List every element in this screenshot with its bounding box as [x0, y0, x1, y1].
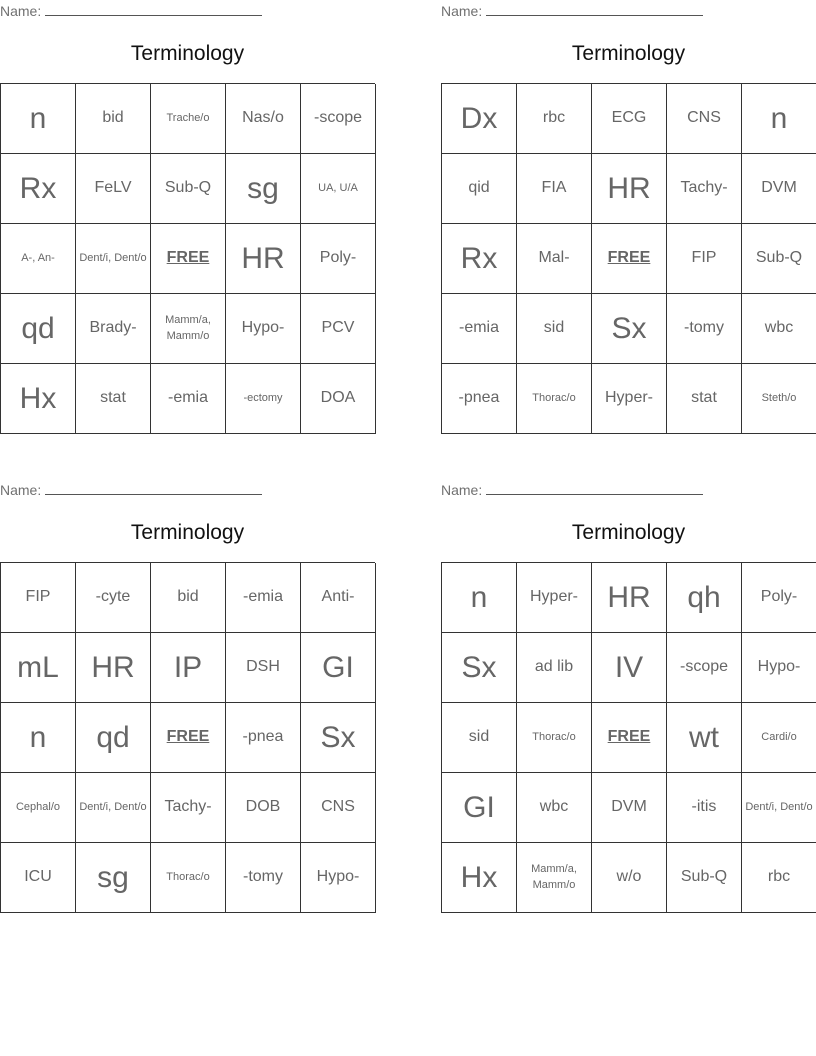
- bingo-cell[interactable]: sg: [226, 154, 301, 224]
- name-underline[interactable]: [45, 482, 262, 495]
- bingo-cell[interactable]: -emia: [442, 294, 517, 364]
- bingo-cell[interactable]: HR: [226, 224, 301, 294]
- name-label: Name:: [441, 3, 483, 19]
- bingo-cell[interactable]: n: [742, 84, 816, 154]
- bingo-cell[interactable]: Thorac/o: [151, 843, 226, 913]
- free-space-cell[interactable]: FREE: [592, 703, 667, 773]
- name-field[interactable]: [441, 482, 703, 498]
- name-field[interactable]: [441, 3, 703, 19]
- bingo-cell[interactable]: -cyte: [76, 563, 151, 633]
- bingo-cell[interactable]: CNS: [301, 773, 376, 843]
- bingo-grid: [441, 83, 816, 434]
- name-underline[interactable]: [486, 3, 703, 16]
- bingo-cell[interactable]: stat: [76, 364, 151, 434]
- card-title: Terminology: [130, 42, 245, 65]
- bingo-card-3: [0, 479, 375, 914]
- name-field[interactable]: [0, 482, 262, 498]
- bingo-cell[interactable]: sid: [442, 703, 517, 773]
- bingo-cell[interactable]: w/o: [592, 843, 667, 913]
- bingo-cell[interactable]: -scope: [301, 84, 376, 154]
- bingo-card-4: [441, 479, 816, 914]
- bingo-cell[interactable]: Trache/o: [151, 84, 226, 154]
- bingo-cell[interactable]: Mamm/a, Mamm/o: [517, 843, 592, 913]
- bingo-cell[interactable]: -tomy: [226, 843, 301, 913]
- bingo-cell[interactable]: n: [1, 703, 76, 773]
- name-label: Name:: [441, 482, 483, 498]
- bingo-cell[interactable]: Hypo-: [226, 294, 301, 364]
- bingo-cell[interactable]: -ectomy: [226, 364, 301, 434]
- bingo-cell[interactable]: Sx: [592, 294, 667, 364]
- bingo-cell[interactable]: rbc: [517, 84, 592, 154]
- bingo-card-2: [441, 0, 816, 435]
- bingo-cell[interactable]: qh: [667, 563, 742, 633]
- bingo-cell[interactable]: IP: [151, 633, 226, 703]
- bingo-cell[interactable]: qd: [1, 294, 76, 364]
- bingo-cell[interactable]: Hyper-: [592, 364, 667, 434]
- bingo-cell[interactable]: Cephal/o: [1, 773, 76, 843]
- bingo-cell[interactable]: -scope: [667, 633, 742, 703]
- bingo-cell[interactable]: Poly-: [742, 563, 816, 633]
- bingo-cell[interactable]: ECG: [592, 84, 667, 154]
- bingo-cell[interactable]: Sub-Q: [151, 154, 226, 224]
- bingo-cell[interactable]: Tachy-: [667, 154, 742, 224]
- bingo-cell[interactable]: -itis: [667, 773, 742, 843]
- bingo-cell[interactable]: -pnea: [442, 364, 517, 434]
- bingo-grid: [0, 83, 375, 434]
- bingo-cell[interactable]: ad lib: [517, 633, 592, 703]
- name-field[interactable]: [0, 3, 262, 19]
- card-title: Terminology: [571, 521, 686, 544]
- bingo-cell[interactable]: Dent/i, Dent/o: [742, 773, 816, 843]
- bingo-cell[interactable]: Rx: [1, 154, 76, 224]
- free-space-cell[interactable]: FREE: [151, 224, 226, 294]
- bingo-cell[interactable]: Dent/i, Dent/o: [76, 773, 151, 843]
- bingo-cell[interactable]: DVM: [742, 154, 816, 224]
- bingo-cell[interactable]: DSH: [226, 633, 301, 703]
- name-label: Name:: [0, 3, 42, 19]
- bingo-cell[interactable]: stat: [667, 364, 742, 434]
- bingo-cell[interactable]: HR: [76, 633, 151, 703]
- bingo-cell[interactable]: GI: [442, 773, 517, 843]
- bingo-cell[interactable]: sid: [517, 294, 592, 364]
- bingo-cell[interactable]: GI: [301, 633, 376, 703]
- bingo-cell[interactable]: PCV: [301, 294, 376, 364]
- bingo-cell[interactable]: Hypo-: [742, 633, 816, 703]
- bingo-cell[interactable]: -pnea: [226, 703, 301, 773]
- bingo-cell[interactable]: Sx: [442, 633, 517, 703]
- bingo-card-1: [0, 0, 375, 435]
- bingo-cell[interactable]: DOA: [301, 364, 376, 434]
- bingo-cell[interactable]: FIP: [667, 224, 742, 294]
- bingo-cell[interactable]: Thorac/o: [517, 703, 592, 773]
- bingo-cell[interactable]: -tomy: [667, 294, 742, 364]
- bingo-cell[interactable]: Hx: [1, 364, 76, 434]
- bingo-cell[interactable]: mL: [1, 633, 76, 703]
- bingo-cell[interactable]: Anti-: [301, 563, 376, 633]
- card-title: Terminology: [130, 521, 245, 544]
- bingo-cell[interactable]: Thorac/o: [517, 364, 592, 434]
- free-space-cell[interactable]: FREE: [151, 703, 226, 773]
- bingo-cell[interactable]: n: [1, 84, 76, 154]
- bingo-cell[interactable]: Cardi/o: [742, 703, 816, 773]
- bingo-cell[interactable]: rbc: [742, 843, 816, 913]
- bingo-cell[interactable]: Rx: [442, 224, 517, 294]
- card-title: Terminology: [571, 42, 686, 65]
- bingo-cell[interactable]: wbc: [517, 773, 592, 843]
- bingo-cell[interactable]: bid: [151, 563, 226, 633]
- name-underline[interactable]: [45, 3, 262, 16]
- name-underline[interactable]: [486, 482, 703, 495]
- bingo-cell[interactable]: bid: [76, 84, 151, 154]
- bingo-cell[interactable]: Dent/i, Dent/o: [76, 224, 151, 294]
- bingo-cell[interactable]: -emia: [151, 364, 226, 434]
- bingo-cell[interactable]: qid: [442, 154, 517, 224]
- bingo-cell[interactable]: Sub-Q: [667, 843, 742, 913]
- bingo-cell[interactable]: ICU: [1, 843, 76, 913]
- bingo-cell[interactable]: n: [442, 563, 517, 633]
- bingo-cell[interactable]: Tachy-: [151, 773, 226, 843]
- bingo-cell[interactable]: DVM: [592, 773, 667, 843]
- bingo-cell[interactable]: FeLV: [76, 154, 151, 224]
- bingo-cell[interactable]: wbc: [742, 294, 816, 364]
- bingo-cell[interactable]: -emia: [226, 563, 301, 633]
- bingo-cell[interactable]: sg: [76, 843, 151, 913]
- bingo-cell[interactable]: Sx: [301, 703, 376, 773]
- bingo-cell[interactable]: wt: [667, 703, 742, 773]
- bingo-cell[interactable]: HR: [592, 154, 667, 224]
- bingo-cell[interactable]: CNS: [667, 84, 742, 154]
- bingo-cell[interactable]: A-, An-: [1, 224, 76, 294]
- free-space-cell[interactable]: FREE: [592, 224, 667, 294]
- bingo-cell[interactable]: DOB: [226, 773, 301, 843]
- bingo-cell[interactable]: Mamm/a, Mamm/o: [151, 294, 226, 364]
- bingo-cell[interactable]: Brady-: [76, 294, 151, 364]
- bingo-grid: [0, 562, 375, 913]
- bingo-cell[interactable]: Hyper-: [517, 563, 592, 633]
- bingo-cell[interactable]: FIP: [1, 563, 76, 633]
- bingo-cell[interactable]: UA, U/A: [301, 154, 376, 224]
- bingo-cell[interactable]: Poly-: [301, 224, 376, 294]
- bingo-cell[interactable]: Hx: [442, 843, 517, 913]
- bingo-cell[interactable]: Dx: [442, 84, 517, 154]
- bingo-cell[interactable]: FIA: [517, 154, 592, 224]
- bingo-cell[interactable]: Mal-: [517, 224, 592, 294]
- bingo-cell[interactable]: Sub-Q: [742, 224, 816, 294]
- name-label: Name:: [0, 482, 42, 498]
- bingo-cell[interactable]: HR: [592, 563, 667, 633]
- bingo-grid: [441, 562, 816, 913]
- bingo-cell[interactable]: IV: [592, 633, 667, 703]
- bingo-cell[interactable]: qd: [76, 703, 151, 773]
- bingo-cell[interactable]: Hypo-: [301, 843, 376, 913]
- bingo-cell[interactable]: Steth/o: [742, 364, 816, 434]
- bingo-cell[interactable]: Nas/o: [226, 84, 301, 154]
